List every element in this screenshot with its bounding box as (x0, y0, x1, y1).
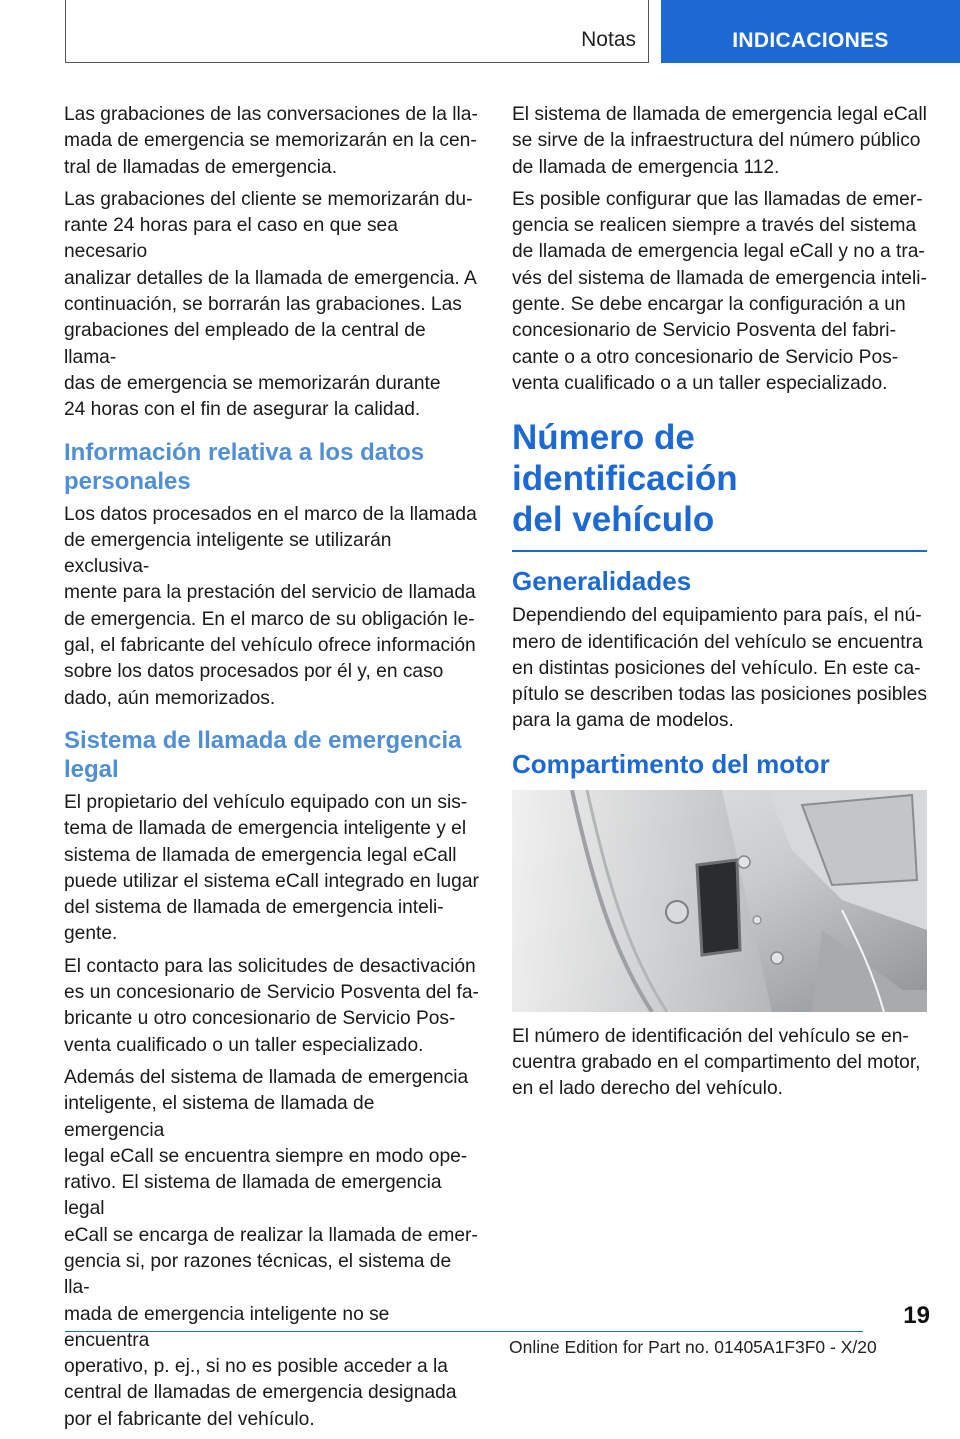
left-column (64, 102, 479, 1439)
heading-general: Generalidades (512, 566, 692, 597)
page-number: 19 (903, 1302, 930, 1329)
footer-edition: Online Edition for Part no. 01405A1F3F0 - X/20 (509, 1337, 877, 1357)
heading-engine-compartment: Compartimento del motor (512, 748, 830, 779)
paragraph-ecall-configuration: Es posible configurar que las llamadas de emer‐ gencia se realicen siempre a través del sistema de llamada de emergencia legal eCall y no a tra‐ vés del sistema de llamada de emergencia inteli‐ gente. Se debe encargar la configuración a un concesionario de Servicio Posventa del fabri‐ cante o a otro concesionario de Servicio Pos‐ venta cualificado o a un taller especializado. (512, 188, 927, 394)
header-chapter-box (65, 0, 649, 63)
paragraph-vin-engine-location: El número de identificación del vehículo se en‐ cuentra grabado en el compartimento del motor, en el lado derecho del vehículo. (512, 1025, 921, 1100)
paragraph-ecall-112: El sistema de llamada de emergencia legal eCall se sirve de la infraestructura del número público de llamada de emergencia 112. (512, 104, 927, 178)
heading-vin: Número de identificación del vehículo (512, 418, 738, 540)
paragraph-personal-data: Los datos procesados en el marco de la llamada de emergencia inteligente se utilizarán exclusiva‐ mente para la prestación del servicio de llamada de emergencia. En el marco de su obligación le‐ gal, el fabricante del vehículo ofrece información sobre los datos procesados por él y, en caso dado, aún memorizados. (64, 503, 477, 709)
paragraph-ecall-owner: El propietario del vehículo equipado con un sis‐ tema de llamada de emergencia inteligente y el sistema de llamada de emergencia legal eCall puede utilizar el sistema eCall integrado en lugar del sistema de llamada de emergencia inteli‐ gente. (64, 791, 479, 945)
paragraph-recordings-retention: Las grabaciones del cliente se memorizarán du‐ rante 24 horas para el caso en que sea necesario analizar detalles de la llamada de emergencia. A continuación, se borrarán las grabaciones. Las grabaciones del empleado de la central de llama‐ das de emergencia se memorizarán durante 24 horas con el fin de asegurar la calidad. (64, 188, 477, 421)
header-section-tab: INDICACIONES (661, 0, 960, 63)
header-chapter-label: Notas (581, 28, 636, 51)
paragraph-vin-general: Dependiendo del equipamiento para país, el nú‐ mero de identificación del vehículo se encuentra en distintas posiciones del vehículo. En este ca‐ pítulo se describen todas las posiciones posibles para la gama de modelos. (512, 605, 927, 732)
paragraph-deactivation-contact: El contacto para las solicitudes de desactivación es un concesionario de Servicio Posventa del fa‐ bricante u otro concesionario de Servicio Pos‐ venta cualificado o un taller especializado. (64, 955, 479, 1056)
heading-divider (512, 550, 927, 552)
paragraph-recordings-central: Las grabaciones de las conversaciones de la lla‐ mada de emergencia se memorizarán en la cen‐ tral de llamadas de emergencia. (64, 104, 478, 178)
heading-personal-data: Información relativa a los datos personales (64, 438, 425, 495)
heading-legal-emergency-system: Sistema de llamada de emergencia legal (64, 726, 462, 783)
paragraph-ecall-operation: Además del sistema de llamada de emergencia inteligente, el sistema de llamada de emergencia legal eCall se encuentra siempre en modo ope‐ rativo. El sistema de llamada de emergencia legal eCall se encarga de realizar la llamada de emer‐ gencia si, por razones técnicas, el sistema de lla‐ mada de emergencia inteligente no se encuentra operativo, p. ej., si no es posible acceder a la central de llamadas de emergencia designada por el fabricante del vehículo. (64, 1066, 478, 1430)
right-column (512, 102, 927, 1109)
engine-compartment-image (512, 790, 927, 1012)
footer-divider (65, 1331, 863, 1332)
